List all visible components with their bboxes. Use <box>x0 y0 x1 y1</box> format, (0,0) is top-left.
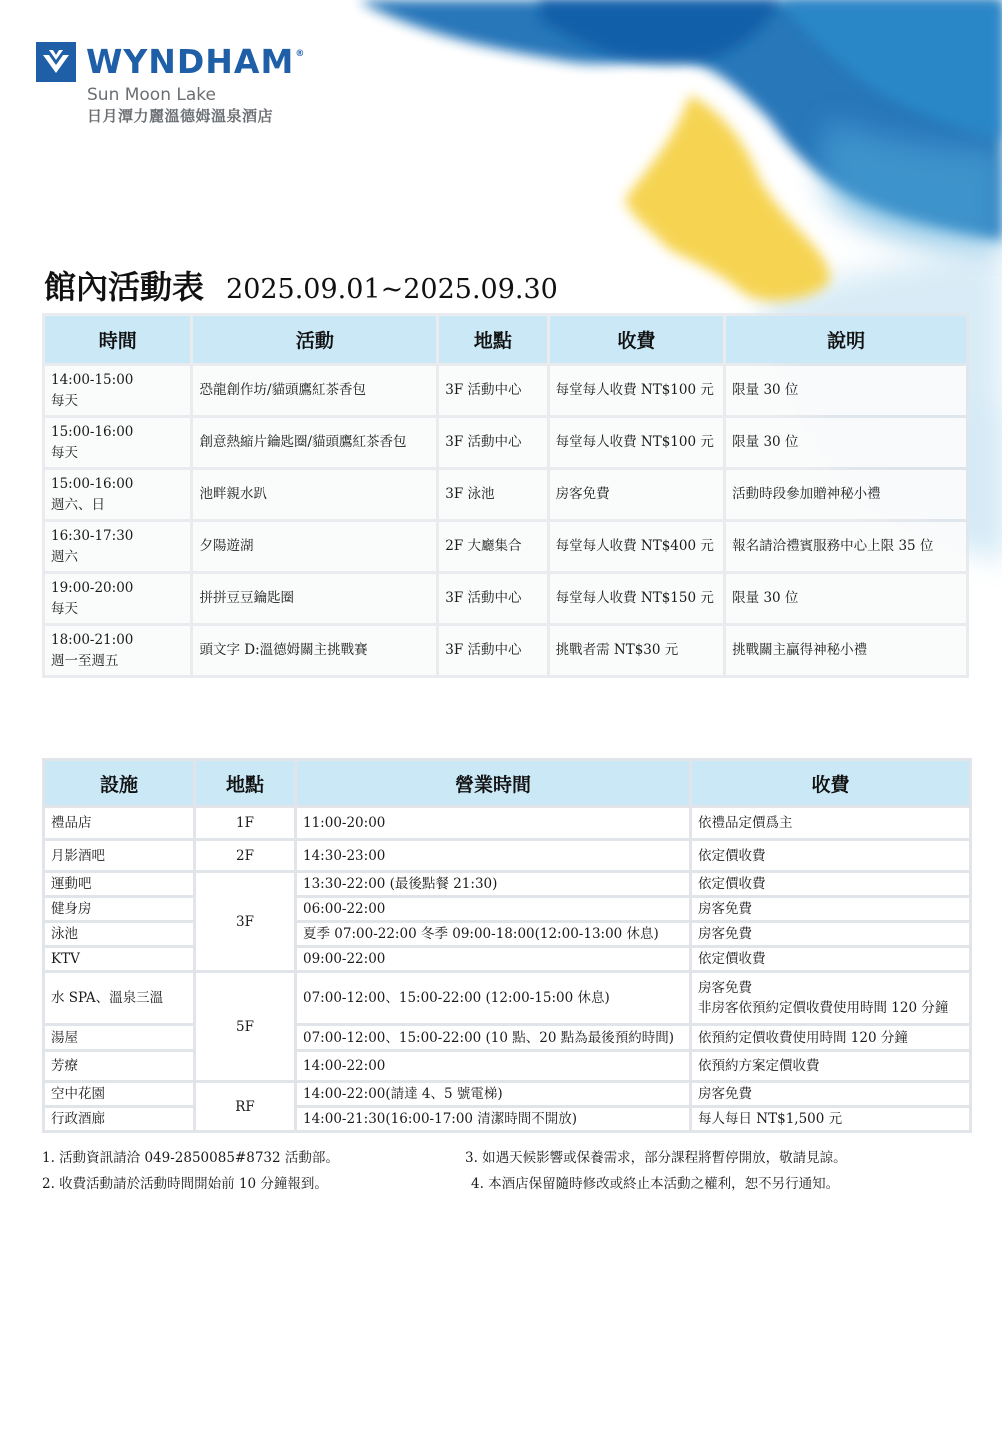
location-cell: 3F 泳池 <box>439 470 546 519</box>
facility-hours: 14:30-23:00 <box>297 841 689 870</box>
table-row <box>45 366 966 415</box>
hotel-logo <box>36 42 305 126</box>
time-range: 18:00-21:00 <box>51 631 134 648</box>
fee-cell: 每堂每人收費 NT$150 元 <box>550 574 724 623</box>
facility-floor: 2F <box>196 841 294 870</box>
table-row <box>45 626 966 675</box>
header-activity: 活動 <box>193 316 436 363</box>
table-row <box>45 923 969 945</box>
time-cell <box>45 522 190 571</box>
facility-hours: 07:00-12:00、15:00-22:00 (12:00-15:00 休息) <box>297 973 689 1023</box>
table-row <box>45 522 966 571</box>
facility-floor: RF <box>196 1083 294 1130</box>
table-row <box>45 1026 969 1049</box>
table-row <box>45 948 969 970</box>
fee-line-1: 房客免費 <box>698 980 752 996</box>
facility-name: KTV <box>45 948 193 970</box>
facility-floor: 1F <box>196 808 294 838</box>
header-facility: 設施 <box>45 761 193 805</box>
facility-hours: 11:00-20:00 <box>297 808 689 838</box>
time-cell <box>45 626 190 675</box>
table-row <box>45 1052 969 1080</box>
table-row <box>45 1108 969 1130</box>
activity-cell: 池畔親水趴 <box>193 470 436 519</box>
note-cell: 活動時段參加贈神秘小禮 <box>726 470 966 519</box>
time-days: 每天 <box>51 392 78 409</box>
facility-hours: 09:00-22:00 <box>297 948 689 970</box>
facility-name: 湯屋 <box>45 1026 193 1049</box>
location-cell: 3F 活動中心 <box>439 626 546 675</box>
note-cell: 限量 30 位 <box>726 574 966 623</box>
header-time: 時間 <box>45 316 190 363</box>
hotel-subtitle-en: Sun Moon Lake <box>87 85 216 105</box>
title-date-range: 2025.09.01~2025.09.30 <box>226 274 558 305</box>
note-cell: 限量 30 位 <box>726 418 966 467</box>
fee-cell: 每堂每人收費 NT$100 元 <box>550 366 724 415</box>
time-cell <box>45 574 190 623</box>
fee-cell: 挑戰者需 NT$30 元 <box>550 626 724 675</box>
table-row <box>45 973 969 1023</box>
fee-cell: 每堂每人收費 NT$100 元 <box>550 418 724 467</box>
activity-cell: 創意熱縮片鑰匙圈/貓頭鷹紅茶香包 <box>193 418 436 467</box>
facility-fee <box>692 973 969 1023</box>
activity-cell: 拼拼豆豆鑰匙圈 <box>193 574 436 623</box>
fee-line-2: 非房客依預約定價收費使用時間 120 分鐘 <box>698 1000 949 1016</box>
activity-cell: 頭文字 D:溫德姆關主挑戰賽 <box>193 626 436 675</box>
time-days: 每天 <box>51 600 78 617</box>
facility-hours: 06:00-22:00 <box>297 898 689 920</box>
location-cell: 2F 大廳集合 <box>439 522 546 571</box>
activity-cell: 恐龍創作坊/貓頭鷹紅茶香包 <box>193 366 436 415</box>
fee-cell: 房客免費 <box>550 470 724 519</box>
facility-name: 水 SPA、溫泉三溫 <box>45 973 193 1023</box>
time-cell <box>45 366 190 415</box>
facility-name: 空中花園 <box>45 1083 193 1105</box>
facility-fee: 房客免費 <box>692 1083 969 1105</box>
facility-name: 芳療 <box>45 1052 193 1080</box>
header-description: 說明 <box>726 316 966 363</box>
fee-cell: 每堂每人收費 NT$400 元 <box>550 522 724 571</box>
hotel-subtitle-zh: 日月潭力麗溫德姆溫泉酒店 <box>87 107 274 125</box>
facility-fee: 依定價收費 <box>692 873 969 895</box>
header-fee: 收費 <box>550 316 724 363</box>
time-cell <box>45 418 190 467</box>
footnote-4: 4. 本酒店保留隨時修改或終止本活動之權利，恕不另行通知。 <box>471 1176 840 1192</box>
facility-floor: 5F <box>196 973 294 1080</box>
facility-floor: 3F <box>196 873 294 970</box>
time-range: 16:30-17:30 <box>51 527 134 544</box>
table-header-row <box>45 761 969 805</box>
facility-name: 行政酒廊 <box>45 1108 193 1130</box>
table-row <box>45 470 966 519</box>
facility-hours: 14:00-22:00(請達 4、5 號電梯) <box>297 1083 689 1105</box>
time-cell <box>45 470 190 519</box>
table-header-row <box>45 316 966 363</box>
location-cell: 3F 活動中心 <box>439 366 546 415</box>
facility-fee: 依預約方案定價收費 <box>692 1052 969 1080</box>
footnote-1: 1. 活動資訊請洽 049-2850085#8732 活動部。 <box>42 1150 339 1166</box>
facility-hours: 夏季 07:00-22:00 冬季 09:00-18:00(12:00-13:00 休息) <box>297 923 689 945</box>
footnote-3: 3. 如遇天候影響或保養需求，部分課程將暫停開放，敬請見諒。 <box>465 1150 847 1166</box>
note-cell: 報名請洽禮賓服務中心上限 35 位 <box>726 522 966 571</box>
facilities-table <box>42 758 972 1133</box>
table-row <box>45 841 969 870</box>
note-cell: 限量 30 位 <box>726 366 966 415</box>
facility-fee: 每人每日 NT$1,500 元 <box>692 1108 969 1130</box>
time-range: 19:00-20:00 <box>51 579 134 596</box>
registered-mark: ® <box>295 49 306 59</box>
header-floor: 地點 <box>196 761 294 805</box>
header-fee: 收費 <box>692 761 969 805</box>
facility-hours: 14:00-21:30(16:00-17:00 清潔時間不開放) <box>297 1108 689 1130</box>
facility-fee: 依定價收費 <box>692 948 969 970</box>
page-title <box>44 262 558 308</box>
facility-name: 月影酒吧 <box>45 841 193 870</box>
time-range: 14:00-15:00 <box>51 371 134 388</box>
facility-fee: 依禮品定價爲主 <box>692 808 969 838</box>
facility-hours: 13:30-22:00 (最後點餐 21:30) <box>297 873 689 895</box>
table-row <box>45 418 966 467</box>
time-days: 週六、日 <box>51 496 105 513</box>
facility-name: 健身房 <box>45 898 193 920</box>
time-days: 週一至週五 <box>51 652 119 669</box>
table-row <box>45 808 969 838</box>
title-main: 館內活動表 <box>44 268 205 306</box>
time-range: 15:00-16:00 <box>51 423 134 440</box>
note-cell: 挑戰關主贏得神秘小禮 <box>726 626 966 675</box>
facility-fee: 房客免費 <box>692 923 969 945</box>
table-row <box>45 898 969 920</box>
footnote-2: 2. 收費活動請於活動時間開始前 10 分鐘報到。 <box>42 1176 328 1192</box>
facility-fee: 房客免費 <box>692 898 969 920</box>
table-row <box>45 574 966 623</box>
location-cell: 3F 活動中心 <box>439 418 546 467</box>
wyndham-emblem-icon <box>36 42 76 82</box>
table-row <box>45 873 969 895</box>
facility-name: 禮品店 <box>45 808 193 838</box>
facility-name: 泳池 <box>45 923 193 945</box>
time-days: 每天 <box>51 444 78 461</box>
location-cell: 3F 活動中心 <box>439 574 546 623</box>
facility-fee: 依定價收費 <box>692 841 969 870</box>
brand-name: WYNDHAM® <box>86 42 306 81</box>
header-hours: 營業時間 <box>297 761 689 805</box>
facility-name: 運動吧 <box>45 873 193 895</box>
activities-table <box>42 313 969 678</box>
facility-hours: 07:00-12:00、15:00-22:00 (10 點、20 點為最後預約時間) <box>297 1026 689 1049</box>
time-days: 週六 <box>51 548 78 565</box>
table-row <box>45 1083 969 1105</box>
facility-hours: 14:00-22:00 <box>297 1052 689 1080</box>
header-location: 地點 <box>439 316 546 363</box>
time-range: 15:00-16:00 <box>51 475 134 492</box>
activity-cell: 夕陽遊湖 <box>193 522 436 571</box>
facility-fee: 依預約定價收費使用時間 120 分鐘 <box>692 1026 969 1049</box>
